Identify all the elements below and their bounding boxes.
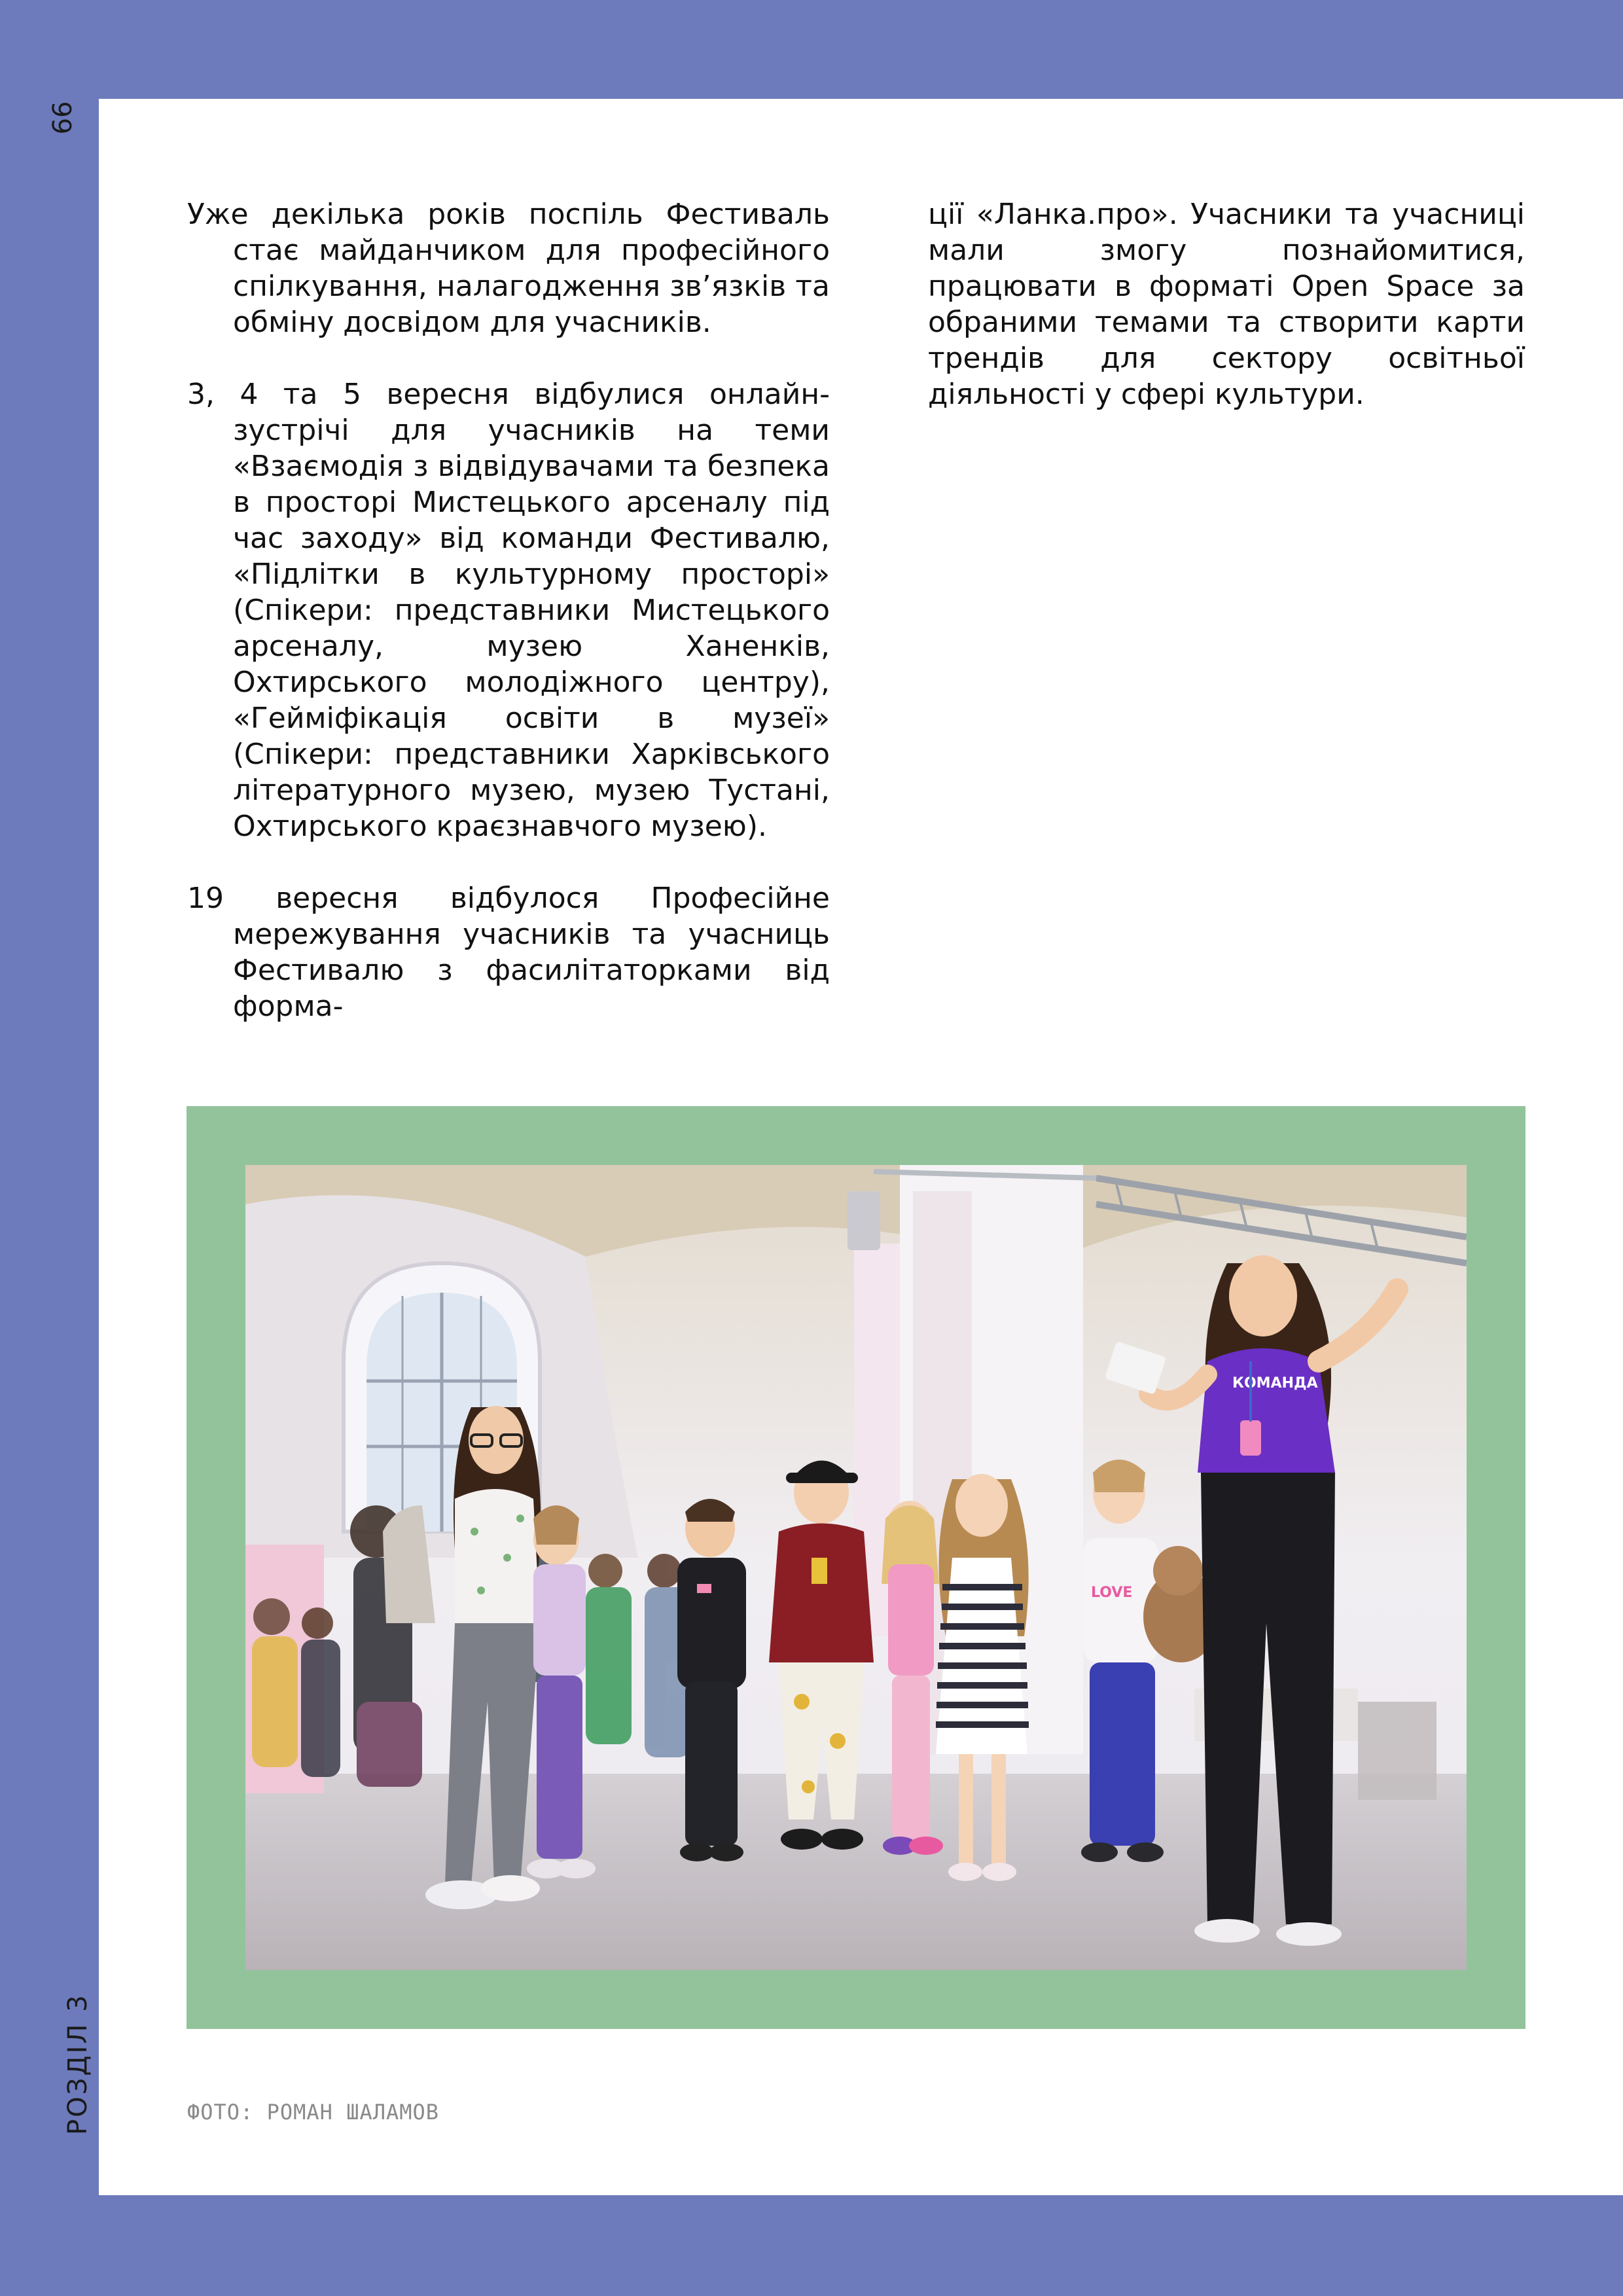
photo-frame (187, 1106, 1525, 2029)
paragraph: 19 вересня відбулося Професійне мережування учасників та учасниць Фестивалю з фасилітаторками від форма- (187, 882, 830, 1023)
photo-caption: ФОТО: РОМАН ШАЛАМОВ (187, 2100, 440, 2125)
left-column (187, 196, 830, 1060)
event-photo (245, 1165, 1467, 1970)
paragraph: 3, 4 та 5 вересня відбулися онлайн-зустрічі для учасників на теми «Взаємодія з відвідувачами та безпека в просторі Мистецького арсеналу під час заходу» від команди Фестивалю, «Підлітки в культурному просторі» (Спікери: представники Мистецького арсеналу, музею Ханенків, Охтирського молодіжного центру), «Гейміфікація освіти в музеї» (Спікери: представники Харківського літературного музею, музею Тустані, Охтирського краєзнавчого музею). (187, 378, 830, 843)
photo-illustration (245, 1165, 1467, 1970)
page-number: 66 (48, 101, 78, 135)
paragraph: Уже декілька років поспіль Фестиваль стає майданчиком для професійного спілкування, налагодження зв’язків та обміну досвідом для учасників. (187, 198, 830, 339)
paragraph: ції «Ланка.про». Учасники та учасниці мали змогу познайомитися, працювати в форматі Open Space за обраними темами та створити карти трендів для сектору освітньої діяльності у сфері культури. (928, 198, 1525, 411)
shirt-text: КОМАНДА (1232, 1375, 1318, 1391)
right-column (928, 196, 1525, 448)
section-label: РОЗДІЛ 3 (63, 1993, 93, 2135)
svg-text:LOVE: LOVE (1091, 1585, 1133, 1601)
